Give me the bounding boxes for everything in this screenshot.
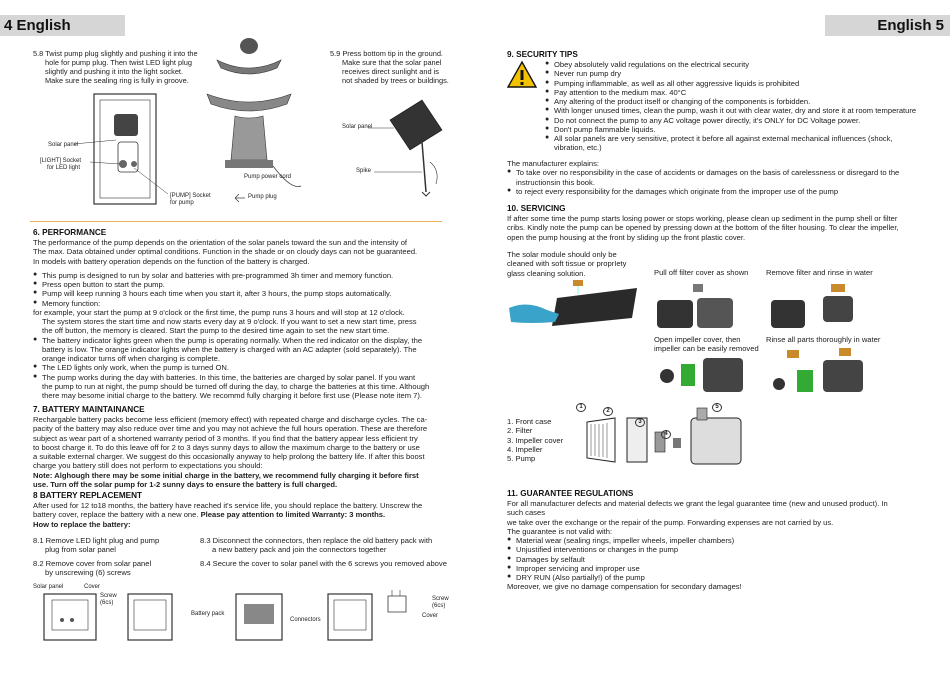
guarantee-list — [507, 536, 927, 582]
part-item: 3. Impeller cover — [507, 435, 564, 445]
label-solar-panel-3: Solar panel — [33, 584, 64, 590]
label-screw-2 — [432, 596, 449, 611]
section-servicing — [507, 204, 927, 242]
list-item — [33, 363, 453, 372]
list-item-text: ● The LED lights only work, when the pump is turned ON. — [42, 363, 229, 373]
list-item — [545, 79, 925, 88]
callout-5: 5 — [712, 403, 722, 412]
label-spike: Spike — [356, 168, 372, 174]
step-8-4: 8.4 Secure the cover to solar panel with the 6 screws you removed above — [200, 559, 447, 568]
list-item — [507, 187, 927, 196]
step-line: 8.3 Disconnect the connectors, then replace the old battery pack with — [200, 536, 433, 545]
step-5-8 — [33, 49, 233, 85]
label-cover: Cover — [84, 584, 101, 590]
part-item: 4. Impeller — [507, 444, 543, 454]
section-title: 7. BATTERY MAINTAINANCE — [33, 405, 145, 414]
step-5-8-line: hole for pump plug. Then twist LED light plug — [45, 58, 192, 68]
section-title: 6. PERFORMANCE — [33, 228, 107, 237]
paragraph-line: In models with battery operation depends on the function of the battery is charged. — [33, 256, 310, 266]
label-light-socket-line: [LIGHT] Socket — [40, 158, 82, 164]
performance-list — [33, 271, 453, 401]
note-line: Note: Alghough there may be some initial charge in the battery, we recommend fully charging it before first — [33, 470, 419, 480]
step-8-1 — [33, 536, 213, 555]
list-item — [545, 134, 925, 153]
list-item-text: ● Don't pump flammable liquids. — [554, 124, 656, 134]
right-page — [475, 0, 950, 674]
list-item-text: ● Pump will keep running 3 hours each time when you start it, after 3 hours, the pump stops automatically. — [42, 289, 392, 299]
list-item-text: ● Press open button to start the pump. — [42, 280, 165, 289]
label-screw-line: (6cs) — [432, 603, 446, 610]
note-line: The solar module should only be — [507, 250, 617, 259]
callout-3: 3 — [635, 418, 645, 427]
step-line: 8.2 Remove cover from solar panel — [33, 559, 152, 568]
step-8-3 — [200, 536, 460, 555]
list-item-text: ● Memory function: — [42, 298, 101, 308]
page-header-left: 4 English — [0, 15, 125, 36]
list-item — [545, 106, 925, 115]
note-line: glass cleaning solution. — [507, 268, 586, 278]
paragraph-line: open the pump housing at the front by sliding up the front plastic cover. — [507, 232, 746, 242]
list-item — [33, 289, 453, 298]
paragraph-line: If after some time the pump starts losing power or stops working, please clean up sediment in the pump shell or filter — [507, 214, 898, 223]
caption-pull-off: Pull off filter cover as shown — [654, 268, 749, 277]
list-item-text: ● All solar panels are very sensitive, protect it before all against external mechanical influences (shock, — [554, 134, 893, 143]
list-item-text: vibration, etc.) — [554, 143, 602, 153]
list-item: ● DRY RUN (Also partially!) of the pump — [507, 573, 927, 582]
step-line: plug from solar panel — [45, 545, 116, 555]
guarantee-footer: Moreover, we give no damage compensation for secondary damages! — [507, 582, 742, 592]
list-item — [545, 88, 925, 97]
step-line: by unscrewing (6) screws — [45, 568, 131, 578]
label-screw-line: (6cs) — [100, 600, 114, 607]
section-title: 8 BATTERY REPLACEMENT — [33, 491, 143, 500]
step-5-9-line: Make sure that the solar panel — [342, 58, 442, 68]
caption-line: Open impeller cover, then — [654, 335, 741, 344]
manufacturer-heading: The manufacturer explains: — [507, 159, 600, 168]
list-item-text: ● to reject every responsibility for the damages which originate from the improper use of the pump — [516, 186, 839, 196]
list-item-text: ● Never run pump dry — [554, 69, 622, 79]
solar-cleaning-illustration — [507, 278, 647, 338]
rinse-parts-illustration — [767, 346, 877, 396]
security-bullets — [545, 60, 925, 153]
note-line: use. Turn off the solar pump for 1-2 sunny days to ensure the battery is full charged. — [33, 479, 338, 489]
list-item-text: ● This pump is designed to run by solar and batteries with pre-programmed 3h timer and memory function. — [42, 270, 394, 280]
list-item-text: for example, your start the pump at 9 o'clock or the first time, the pump runs 3 hours and will stop at 12 o'clock. — [33, 307, 405, 317]
list-item-text: ● The battery indicator lights green when the pump is operating normally. When the red indicator on the display, the — [42, 335, 423, 345]
section-battery-maintenance — [33, 405, 453, 489]
paragraph-line: cribs. Kindly note the pump can be opened by pressing down at the bottom of the filter housing. To clear the impeller, — [507, 223, 899, 233]
paragraph-line: a suitable external charger. We suggest do this occasionally anyway to help prolong the battery life. If after this boost — [33, 452, 425, 461]
list-item — [545, 116, 925, 125]
callout-2: 2 — [603, 407, 613, 416]
list-item — [33, 271, 453, 280]
label-light-socket — [40, 158, 80, 173]
paragraph-line: The max. Data obtained under optimal conditions. Function in the shade or on cloudy days can not be guaranteed. — [33, 247, 418, 257]
list-item-text: battery is low. The orange indicator lights when the battery is charged with an AC adapter (sold separately). The — [42, 344, 417, 354]
label-pump-plug: Pump plug — [248, 194, 277, 200]
label-light-socket-line: for LED light — [46, 165, 80, 172]
paragraph-text: battery cover, replace the battery with a new one. — [33, 510, 201, 520]
security-list — [545, 60, 925, 153]
socket-illustration — [30, 88, 160, 218]
list-item-text: ● Obey absolutely valid regulations on the electrical security — [554, 60, 750, 69]
warning-icon — [507, 61, 537, 88]
paragraph-line: to boost charge it. To do this leave off for 2 to 3 days sunny days to allow the maximum charge to the battery or use — [33, 442, 420, 452]
step-5-9-line: receives direct sunlight and is — [342, 67, 439, 77]
warranty-note: Please pay attention to limited Warranty: 3 months. — [200, 510, 386, 520]
list-item-text: ● Do not connect the pump to any AC voltage power directly, it's ONLY for DC Voltage power. — [554, 115, 861, 125]
caption-remove-filter: Remove filter and rinse in water — [766, 268, 873, 277]
list-item-text: ● Pumping inflammable, as well as all other aggressive liquids is prohibited — [554, 78, 800, 88]
paragraph-line: subject as wear part of a shortened warranty period of 3 months. If you find that the battery appear less efficient try — [33, 433, 418, 443]
manufacturer-block — [507, 159, 927, 196]
list-item-text: the off button, the memory is cleared. Start the pump to the desired time again to set the new start time. — [42, 326, 390, 336]
step-line: a new battery pack and join the connectors together — [212, 545, 387, 555]
callout-1: 1 — [576, 403, 586, 412]
label-solar-panel: Solar panel — [48, 142, 79, 148]
paragraph-line: we take over the exchange or the repair of the pump. Forwarding expenses are not carried by us. — [507, 517, 834, 527]
list-item-text: instructionsin this book. — [516, 177, 595, 187]
paragraph-line — [33, 510, 453, 519]
list-item — [545, 97, 925, 106]
label-connectors: Connectors — [290, 617, 321, 623]
label-pump-socket-line: [PUMP] Socket — [170, 193, 211, 199]
list-item-text: ● With longer unused times, clean the pump, wash it out with clear water, dry and store it at room temperature — [554, 106, 917, 116]
section-title: 10. SERVICING — [507, 204, 566, 213]
list-item-text: orange indicator turns off when charging is complete. — [42, 354, 220, 363]
callout-4: 4 — [661, 430, 671, 439]
step-5-9-line: not shaded by trees or buildings. — [342, 76, 449, 86]
list-item-text: ● To take over no responsibility in the case of accidents or damages on the basis of carelessness or disregard to the — [516, 168, 900, 178]
step-5-8-line: slightly and pushing it into the light socket. — [45, 67, 184, 77]
section-battery-replacement — [33, 491, 453, 529]
paragraph-line: Rechargable battery packs become less efficient (memory effect) with repeated charge and discharge cycles. The ca- — [33, 415, 428, 424]
list-item — [33, 336, 453, 364]
step-5-8-line: Make sure the sealing ring is fully in groove. — [45, 76, 189, 86]
subheading: How to replace the battery: — [33, 519, 131, 529]
paragraph-line: The guarantee is not valid with: — [507, 526, 613, 536]
paragraph-line: For all manufacturer defects and material defects we grant the legal guarantee time (new and unused product). In — [507, 499, 888, 508]
solar-module-note — [507, 250, 647, 278]
list-item — [507, 168, 927, 187]
label-pump-socket-line: for pump — [170, 200, 194, 207]
list-item — [545, 60, 925, 69]
paragraph-line: The performance of the pump depends on the orientation of the solar panels toward the sun and the intensity of — [33, 238, 408, 247]
list-item — [33, 373, 453, 401]
list-item-text: there may besome initial charge to the battery. We recommd fully charging it before first use (Please note item 7). — [42, 391, 423, 400]
part-item: 5. Pump — [507, 454, 536, 463]
section-divider — [30, 221, 442, 222]
part-item: 2. Filter — [507, 426, 533, 436]
part-item: 1. Front case — [507, 417, 552, 426]
label-pump-power-cord: Pump power cord — [244, 174, 292, 180]
list-item-text: the pump to run at night, the pump should be turned off during the day, to charge the batteries at this time. Although — [42, 381, 430, 391]
label-battery-pack: Battery pack — [191, 611, 225, 617]
list-item — [33, 299, 453, 336]
list-item: ● Unjustified interventions or changes in the pump — [507, 545, 927, 554]
list-item: ● Improper servicing and improper use — [507, 564, 927, 573]
step-8-2 — [33, 559, 213, 578]
list-item — [545, 69, 925, 78]
step-line: 8.1 Remove LED light plug and pump — [33, 536, 160, 545]
remove-filter-illustration — [767, 280, 877, 332]
list-item-text: ● Any altering of the product itself or changing of the components is forbidden. — [554, 97, 811, 106]
label-screw — [100, 593, 117, 608]
label-solar-panel-2: Solar panel — [342, 124, 373, 130]
paragraph-line: charge you battery still does not perform to expectations you should: — [33, 461, 263, 471]
paragraph-line: After used for 12 to18 months, the battery have reached it's service life, you should replace the battery. Unscrew the — [33, 501, 423, 510]
list-item: ● Damages by selfault — [507, 555, 927, 564]
list-item — [33, 280, 453, 289]
section-title: 11. GUARANTEE REGULATIONS — [507, 489, 634, 498]
pull-off-cover-illustration — [653, 280, 763, 332]
parts-list — [507, 417, 563, 463]
list-item-text: ● Pay attention to the medium max. 40°C — [554, 87, 687, 97]
note-line: cleaned with soft tissue or proprIety — [507, 259, 627, 269]
caption-line: impeller can be easily removed — [654, 344, 759, 354]
label-screw-line: Screw — [100, 593, 117, 599]
section-title: 9. SECURITY TIPS — [507, 50, 578, 59]
caption-rinse-all: Rinse all parts thoroughly in water — [766, 335, 881, 344]
step-5-9 — [330, 49, 460, 85]
manufacturer-bullets — [507, 168, 927, 196]
fountain-illustration — [205, 30, 315, 220]
section-performance — [33, 228, 453, 400]
open-impeller-illustration — [653, 356, 763, 396]
paragraph-line: pacity of the battery may also reduce over time and you may not achieve the full hours operation. These are therefore — [33, 424, 428, 434]
list-item: ● Material wear (sealing rings, impeller wheels, impeller chambers) — [507, 536, 927, 545]
page-header-right: English 5 — [825, 15, 950, 36]
section-guarantee — [507, 489, 927, 592]
caption-open-impeller — [654, 335, 759, 354]
list-item-text: The system stores the start time and now starts every day at 9 o'clock. If you want to set a new start time, press — [42, 317, 417, 326]
paragraph-line: such cases — [507, 508, 545, 518]
label-screw-line: Screw — [432, 596, 449, 602]
step-5-9-line: 5.9 Press bottom tip in the ground. — [330, 49, 443, 58]
label-cover-2: Cover — [422, 613, 439, 619]
spike-illustration — [370, 100, 460, 200]
list-item — [545, 125, 925, 134]
step-5-8-line: 5.8 Twist pump plug slightly and pushing it into the — [33, 49, 198, 58]
list-item-text: ● The pump works during the day with batteries. In this time, the batteries are charged by solar panel. If you want — [42, 372, 416, 382]
